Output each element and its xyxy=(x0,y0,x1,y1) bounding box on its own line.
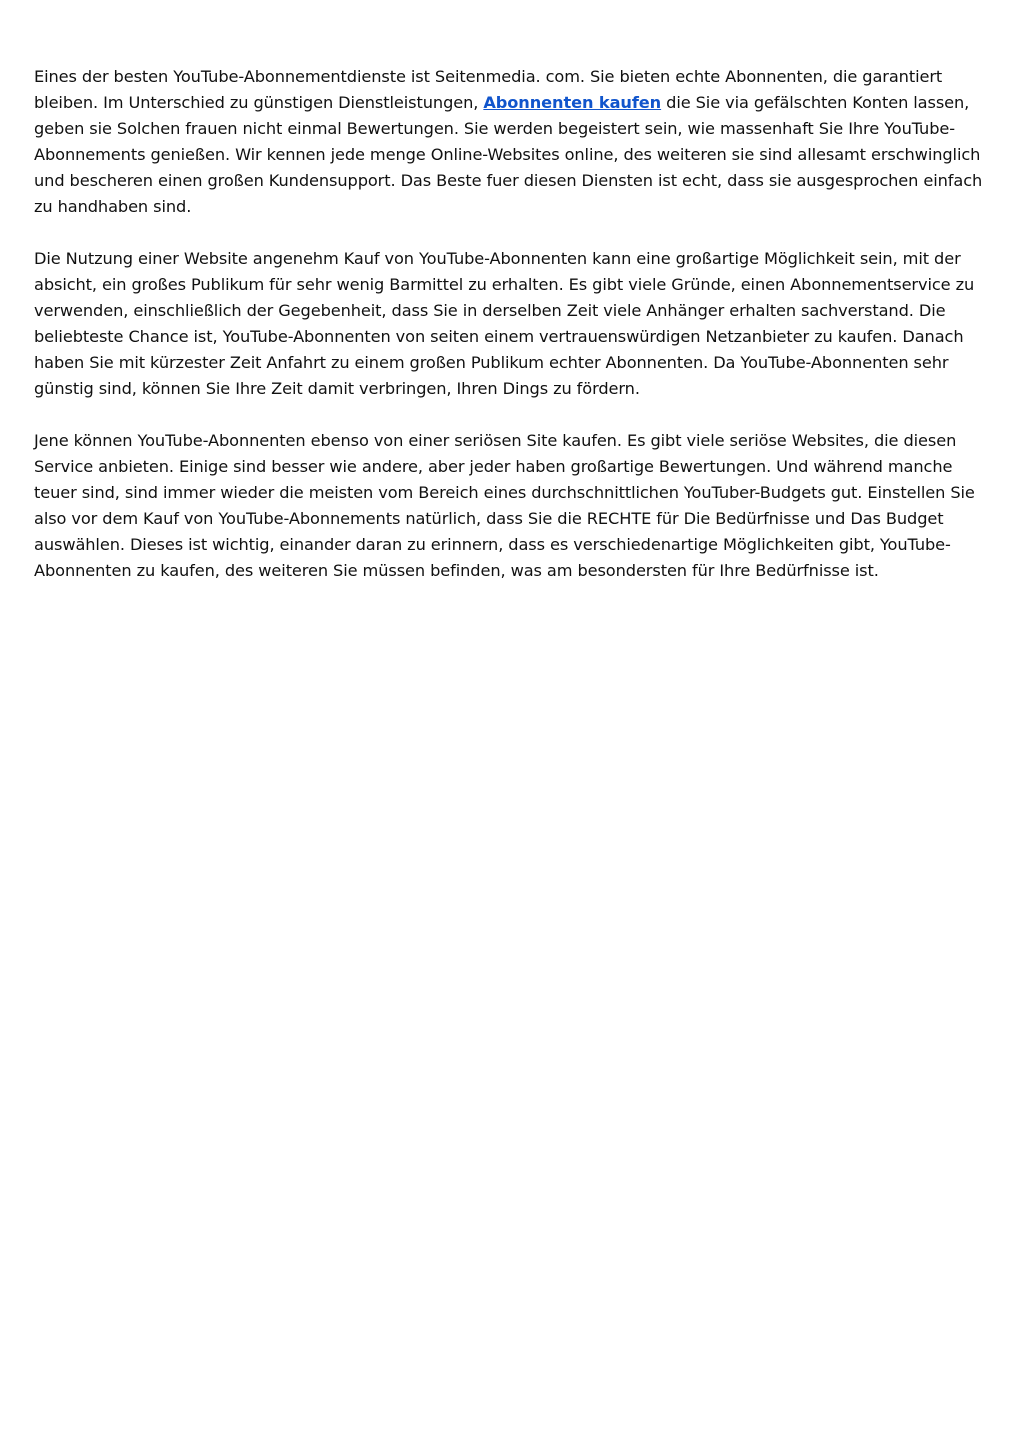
paragraph-1-text-before-link: Eines der besten YouTube-Abonnementdienste ist Seitenmedia. com. Sie bieten echte Abonnenten, die garantiert bleiben. Im Unterschied zu günstigen Dienstleistungen, xyxy=(34,67,943,112)
paragraph-2: Die Nutzung einer Website angenehm Kauf von YouTube-Abonnenten kann eine großartige Möglichkeit sein, mit der absicht, ein großes Publikum für sehr wenig Barmittel zu erhalten. Es gibt viele Gründe, einen Abonnementservice zu verwenden, einschließlich der Gegebenheit, dass Sie in derselben Zeit viele Anhänger erhalten sachverstand. Die beliebteste Chance ist, YouTube-Abonnenten von seiten einem vertrauenswürdigen Netzanbieter zu kaufen. Danach haben Sie mit kürzester Zeit Anfahrt zu einem großen Publikum echter Abonnenten. Da YouTube-Abonnenten sehr günstig sind, können Sie Ihre Zeit damit verbringen, Ihren Dings zu fördern. xyxy=(34,249,975,398)
document-body xyxy=(34,64,990,610)
abonnenten-kaufen-link[interactable]: Abonnenten kaufen xyxy=(483,93,662,112)
paragraph-1-text-after-link: die Sie via gefälschten Konten lassen, geben sie Solchen frauen nicht einmal Bewertungen. Sie werden begeistert sein, wie massenhaft Sie Ihre YouTube-Abonnements genießen. Wir kennen jede menge Online-Websites online, des weiteren sie sind allesamt erschwinglich und bescheren einen großen Kundensupport. Das Beste fuer diesen Diensten ist echt, dass sie ausgesprochen einfach zu handhaben sind. xyxy=(34,93,983,216)
paragraph-3: Jene können YouTube-Abonnenten ebenso von einer seriösen Site kaufen. Es gibt viele seriöse Websites, die diesen Service anbieten. Einige sind besser wie andere, aber jeder haben großartige Bewertungen. Und während manche teuer sind, sind immer wieder die meisten vom Bereich eines durchschnittlichen YouTuber-Budgets gut. Einstellen Sie also vor dem Kauf von YouTube-Abonnements natürlich, dass Sie die RECHTE für Die Bedürfnisse und Das Budget auswählen. Dieses ist wichtig, einander daran zu erinnern, dass es verschiedenartige Möglichkeiten gibt, YouTube-Abonnenten zu kaufen, des weiteren Sie müssen befinden, was am besondersten für Ihre Bedürfnisse ist. xyxy=(34,431,975,580)
paragraph-1 xyxy=(34,64,990,220)
